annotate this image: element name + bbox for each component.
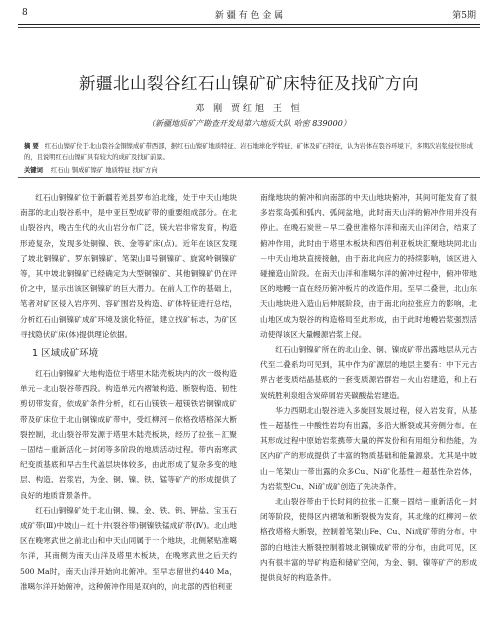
authors: 邓 刚 贾红旭 王 恒 <box>195 104 303 114</box>
paragraph: 红石山铜镍矿处于北山铜、镍、金、铁、钒、钾盐、宝玉石成矿带(Ⅲ)中坡山－红十井(裂谷带)铜镍铁锰成矿带(Ⅳ)。北山地区在晚寒武世之前北山和中天山同属于一个地块，北侧紧贴准噶尔洋，其南侧为南天山洋及塔里木板块，在晚寒武世之后天约500 Ma时，南天山洋开始向北俯冲。至早志留世约440 Ma，准噶尔洋开始俯冲，这种俯冲作用是双向的，向北部的西伯利亚 <box>20 505 237 591</box>
keywords-label: 关键词 <box>24 167 43 174</box>
abstract <box>24 141 476 163</box>
paragraph: 红石山铜镍矿所在的北山金、铜、镍成矿带出露地层从元古代至二叠系均可见到，其中作为矿源层的地层主要有：中下元古界古老变质结晶基底的一套变质源岩群岩－火山岩建造，和上石炭统胜利泉组含炭碎屑岩夹碳酸盐岩建造。 <box>260 345 477 400</box>
paragraph: 北山裂谷带由于长时间的拉张－汇聚－固结－重新活化－封闭等阶段，使得区内褶皱和断裂极为发育，其北缘的红柳河－依格孜塔格大断裂，控制着笔架山Fe、Cu、Ni成矿带的分布。中部的白地洼大断裂控制着坡北铜镍成矿带的分布，由此可见，区内有很丰富的导矿构造和储矿空间，为金、铜、镍等矿产的形成提供良好的构造条件。 <box>260 497 477 583</box>
right-column <box>260 190 477 585</box>
affiliation: （新疆地质矿产勘查开发局第六地质大队 哈密 839000） <box>147 119 351 128</box>
abstract-rule <box>18 177 480 178</box>
abstract-label: 摘 要 <box>24 143 39 150</box>
section-heading: 1 区域成矿环境 <box>32 348 99 360</box>
keywords-text: 红石山 铜成矿镍矿 地质特征 找矿方向 <box>50 167 158 174</box>
paper-title: 新疆北山裂谷红石山镍矿矿床特征及找矿方向 <box>79 74 419 93</box>
paragraph: 华力西期北山裂谷进入多旋回发展过程，侵入岩发育，从基性－超基性－中酸性岩均有出露，多沿大断裂或其旁侧分布。在其形成过程中原始岩浆携带大量的挥发份和有用组分和热能，为区内矿产的形成提供了丰富的物质基础和能量源泉。尤其是中坡山－笔架山一带出露的众多Cu、Ni矿化基性－超基性杂岩体，为岩浆型Cu、Ni矿成矿创造了先决条件。 <box>260 405 477 491</box>
paragraph: 南缘地块的俯冲和向南部的中天山地块俯冲，其间可能发育了很多岩浆岛弧和弧内、弧间盆地，此时南天山洋的俯冲作用并没有停止。在晚石炭世－早二叠世准格尔洋和南天山洋闭合，结束了俯冲作用，此时由于塔里木板块和西伯利亚板块汇聚地块同北山－中天山地块直接接触，由于南北向应力的持续影响，该区进入碰撞造山阶段。在南天山洋和准噶尔洋的俯冲过程中，俯冲带地区的地幔一直在经历俯冲板片的改造作用。至早二叠世，北山东天山地块进入造山后伸展阶段，由于南北向拉张应力的影响，北山地区成为裂谷的构造格局至此形成，由于此时地幔岩浆强烈活动使得该区大量幔源岩浆上侵。 <box>260 193 477 339</box>
keywords <box>24 165 476 174</box>
journal-name: 新 疆 有 色 金 属 <box>214 11 284 21</box>
page-number: 8 <box>22 8 28 18</box>
header-rule <box>18 24 480 25</box>
issue-number: 第5期 <box>452 11 476 21</box>
abstract-text: 红石山镍矿位于北山裂谷金铜镍成矿带西部，据红石山镍矿地质特征、岩石地球化学特征、矿体及矿石特征，认为岩体在裂谷环境下，多期次岩浆侵位形成的，且说明红石山镍矿具有较大的成矿及找矿前景。 <box>24 143 473 161</box>
paragraph: 红石山铜镍矿大地构造位于塔里木陆壳板块内的次一级构造单元－北山裂谷带西段。构造单元内褶皱构造、断裂构造、韧性剪切带发育，依成矿条件分析，红石山镁铁－超镁铁岩铜镍成矿带及矿床位于北山铜镍成矿带中，受红柳河－依格孜塔格深大断裂控制，北山裂谷带发源于塔里木陆壳板块，经历了拉张－汇聚－固结－重新活化－封闭等多阶段的地质活动过程。带内南寒武纪变质基底和早古生代盖层块体较多，由此形成了复杂多变的地层、构造、岩浆岩，为金、铜、镍、铁、锰等矿产的形成提供了良好的地质背景条件。 <box>20 369 237 500</box>
left-column <box>20 190 237 594</box>
paragraph: 红石山铜镍矿位于新疆若羌县罗布泊北缘，处于中天山地块南部的北山裂谷系中，是中亚巨型成矿带的重要组成部分。在北山裂谷内，晚古生代的火山岩分布广泛，镁大岩非常发育，构造形迹复杂，发现多处铜镍、铁、金等矿床(点)。近年在该区发现了坡北铜镍矿、罗东铜镍矿、笔架山Ⅱ号铜镍矿、旋窝岭铜镍矿等，其中坡北铜镍矿已经确定为大型铜镍矿、其他铜镍矿仍在评价之中，显示出该区铜镍矿的巨大潜力。在前人工作的基础上，笔者对矿区侵入岩序列、容矿围岩及构造、矿体特征进行总结，分析红石山铜镍矿成矿环境及演化特征，建立找矿标志，为矿区寻找隐伏矿床(体)提供理论依据。 <box>20 193 237 339</box>
header-rule-thin <box>18 27 480 28</box>
page-header <box>18 4 480 26</box>
